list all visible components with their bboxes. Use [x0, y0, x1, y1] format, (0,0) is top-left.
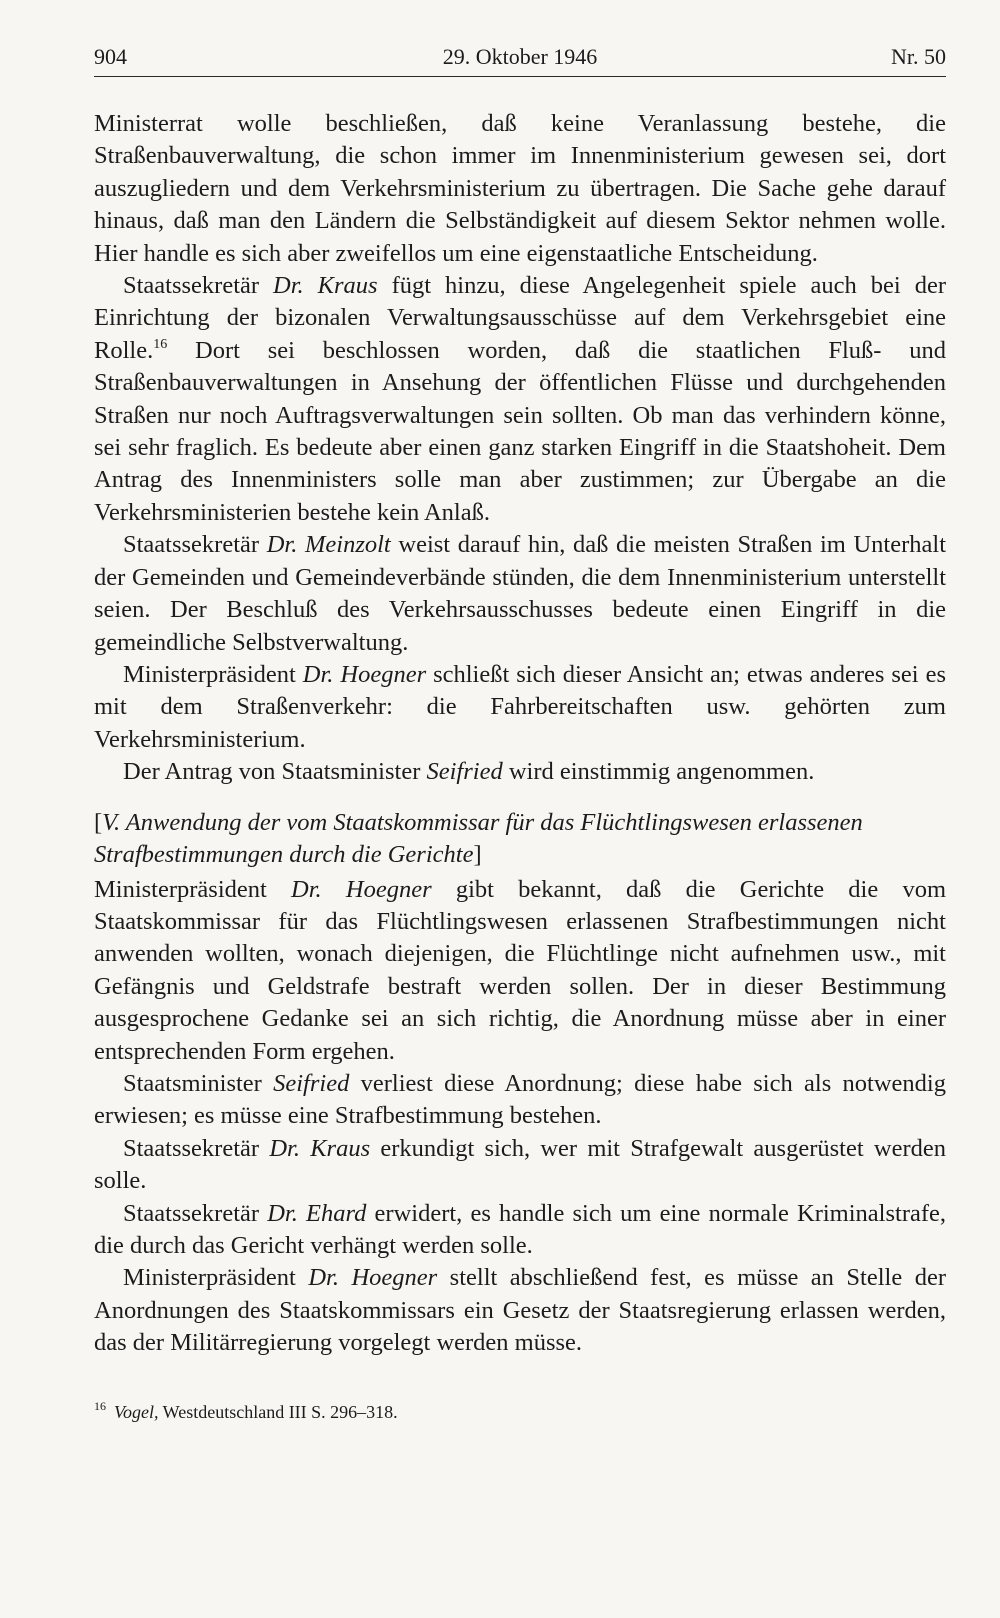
heading-text: V. Anwendung der vom Staatskommissar für das Flüchtlingswesen erlassenen Strafbestimmungen durch die Gerichte: [94, 808, 863, 868]
paragraph-text: Dort sei beschlossen worden, daß die staatlichen Fluß- und Straßenbauverwaltungen in Ansehung der öffentlichen Flüsse und durchgehenden Straßen nur noch Auftragsverwaltungen sein sollten. Ob man das verhindern könne, sei sehr fraglich. Es bedeute aber einen ganz starken Eingriff in die Staatshoheit. Dem Antrag des Innenministers solle man aber zustimmen; zur Übergabe an die Verkehrsministerien bestehe kein Anlaß.: [94, 336, 946, 526]
footnote-marker: 16: [153, 336, 168, 352]
paragraph-ehard: [94, 1198, 946, 1263]
speaker-name: Seifried: [273, 1069, 350, 1097]
section-heading: [94, 807, 946, 871]
speaker-title: Staatssekretär: [123, 1134, 270, 1162]
heading-bracket-close: ]: [473, 840, 482, 868]
paragraph-text: stellt abschließend fest, es müsse an Stelle der Anordnungen des Staatskommissars ein Gesetz der Staatsregierung erlassen werden, das der Militärregierung vorgelegt werden müsse.: [94, 1264, 946, 1357]
paragraph-meinzolt: [94, 529, 946, 659]
paragraph-section-hoegner: [94, 874, 946, 1068]
speaker-title: Staatssekretär: [123, 531, 267, 559]
paragraph-text: Der Antrag von Staatsminister: [123, 758, 427, 786]
speaker-name: Seifried: [426, 758, 503, 786]
paragraph-hoegner: [94, 659, 946, 756]
page-header: [94, 40, 946, 74]
speaker-name: Dr. Kraus: [273, 272, 378, 300]
speaker-name: Dr. Hoegner: [308, 1264, 438, 1292]
paragraph-kraus-2: [94, 1133, 946, 1198]
speaker-name: Dr. Kraus: [269, 1134, 371, 1162]
header-date: 29. Oktober 1946: [442, 44, 598, 69]
speaker-title: Staatssekretär: [123, 1199, 268, 1227]
paragraph-text: erkundigt sich, wer mit Strafgewalt ausgerüstet werden solle.: [94, 1134, 946, 1195]
speaker-name: Dr. Hoegner: [291, 875, 432, 903]
heading-bracket-open: [: [94, 808, 103, 836]
paragraph-seifried: [94, 1068, 946, 1133]
speaker-title: Ministerpräsident: [94, 875, 292, 903]
speaker-name: Dr. Hoegner: [302, 660, 427, 688]
paragraph-continued: [94, 108, 946, 270]
speaker-name: Dr. Meinzolt: [266, 531, 391, 559]
paragraph-text: verliest diese Anordnung; diese habe sich als notwendig erwiesen; es müsse eine Strafbestimmung bestehen.: [94, 1069, 946, 1130]
footnote-author: Vogel,: [114, 1402, 159, 1422]
header-rule: [94, 76, 946, 77]
paragraph-kraus: [94, 270, 946, 529]
main-text: [94, 108, 946, 1360]
speaker-title: Ministerpräsident: [123, 660, 303, 688]
paragraph-text: fügt hinzu, diese Angelegenheit spiele auch bei der Einrichtung der bizonalen Verwaltungsausschüsse auf dem Verkehrsgebiet eine Rolle.: [94, 272, 946, 364]
paragraph-resolution: [94, 756, 946, 788]
paragraph-text: Ministerrat wolle beschließen, daß keine Veranlassung bestehe, die Straßenbauverwaltung, die schon immer im Innenministerium gewesen sei, dort auszugliedern und dem Verkehrsministerium zu übertragen. Die Sache gehe darauf hinaus, daß man den Ländern die Selbständigkeit auf diesem Sektor nehmen wolle. Hier handle es sich aber zweifellos um eine eigenstaatliche Entscheidung.: [94, 110, 946, 267]
paragraph-text: erwidert, es handle sich um eine normale Kriminalstrafe, die durch das Gericht verhängt werden solle.: [94, 1199, 947, 1259]
issue-number: Nr. 50: [891, 44, 946, 69]
footnote-16: [94, 1400, 946, 1424]
page-number: 904: [94, 44, 127, 69]
speaker-title: Staatssekretär: [123, 272, 274, 300]
footnote-number: 16: [94, 1399, 106, 1413]
speaker-title: Staatsminister: [123, 1069, 274, 1097]
paragraph-hoegner-final: [94, 1262, 946, 1359]
paragraph-text: wird einstimmig angenommen.: [502, 758, 815, 786]
paragraph-text: weist darauf hin, daß die meisten Straßen im Unterhalt der Gemeinden und Gemeindeverbände stünden, die dem Innenministerium unterstellt seien. Der Beschluß des Verkehrsausschusses bedeute einen Eingriff in die gemeindliche Selbstverwaltung.: [94, 531, 946, 656]
speaker-name: Dr. Ehard: [267, 1199, 367, 1227]
speaker-title: Ministerpräsident: [123, 1264, 309, 1292]
paragraph-text: gibt bekannt, daß die Gerichte die vom Staatskommissar für das Flüchtlingswesen erlassenen Strafbestimmungen nicht anwenden wollten, wonach diejenigen, die Flüchtlinge nicht aufnehmen usw., mit Gefängnis und Geldstrafe bestraft werden sollen. Der in dieser Bestimmung ausgesprochene Gedanke sei an sich richtig, die Anordnung müsse aber in einer entsprechenden Form ergehen.: [94, 875, 946, 1065]
footnote-text: Westdeutschland III S. 296–318.: [158, 1402, 398, 1422]
paragraph-text: schließt sich dieser Ansicht an; etwas anderes sei es mit dem Straßenverkehr: die Fahrbereitschaften usw. gehörten zum Verkehrsministerium.: [94, 660, 946, 753]
